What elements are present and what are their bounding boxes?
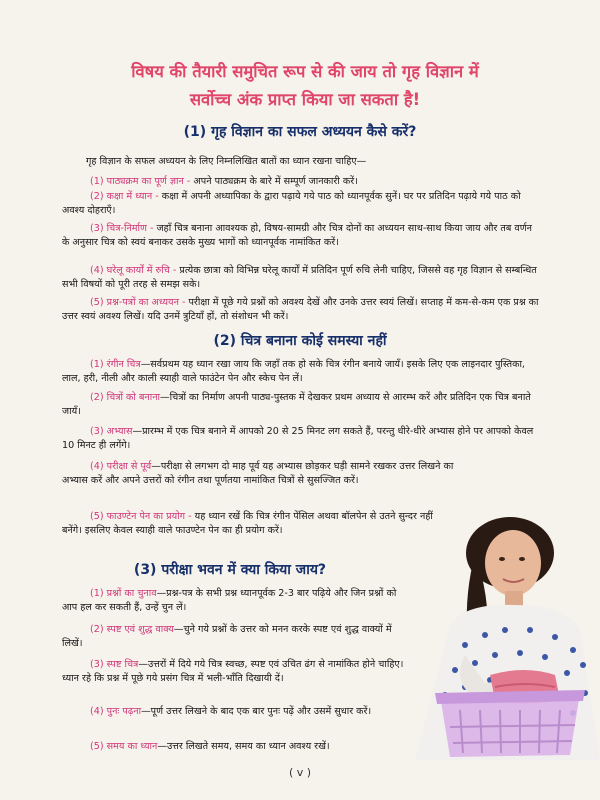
item-text: —सर्वप्रथम यह ध्यान रखा जाय कि जहाँ तक हो सके चित्र रंगीन बनाये जायँ। इसके लिए एक लाइनदार पुस्तिका, लाल, हरी, नीली और काली स्याही वाले फाउंटेन पेन और स्केच पेन लें। bbox=[62, 359, 525, 384]
list-item bbox=[62, 425, 542, 452]
list-item bbox=[62, 190, 542, 217]
section-3-heading: (3) परीक्षा भवन में क्या किया जाय? bbox=[133, 562, 327, 578]
list-item bbox=[62, 391, 542, 418]
list-item bbox=[62, 623, 407, 650]
list-item bbox=[62, 460, 472, 487]
item-key: (5) समय का ध्यान bbox=[90, 741, 158, 752]
item-text: प्रत्येक छात्रा को विभिन्न घरेलू कार्यों में प्रतिदिन पूर्ण रुचि लेनी चाहिए, जिससे वह गृह विज्ञान से सम्बन्धित सभी विषयों को पूरी तरह से समझ सके। bbox=[62, 265, 537, 290]
title-line-2: सर्वोच्च अंक प्राप्त किया जा सकता है! bbox=[189, 90, 421, 109]
item-key: (2) चित्रों को बनाना bbox=[90, 392, 161, 403]
list-item bbox=[62, 222, 542, 249]
item-key: (5) फाउण्टेन पेन का प्रयोग - bbox=[90, 511, 192, 522]
item-key: (1) प्रश्नों का चुनाव bbox=[90, 588, 157, 599]
item-text: —उत्तरों में दिये गये चित्र स्वच्छ, स्पष्ट एवं उचित ढंग से नामांकित होने चाहिए। ध्यान रहे कि प्रश्न में पूछे गये प्रसंग चित्र में भली-भाँति दिखायी दें। bbox=[62, 659, 404, 684]
section-2-heading: (2) चित्र बनाना कोई समस्या नहीं bbox=[213, 333, 387, 349]
list-item bbox=[90, 175, 530, 189]
item-text: जहाँ चित्र बनाना आवश्यक हो, विषय-सामग्री और चित्र दोनों का अध्ययन साथ-साथ किया जाय और तब वर्णन के अनुसार चित्र को स्वयं बनाकर उसके मुख्य भागों को ध्यानपूर्वक नामांकित करें। bbox=[62, 223, 532, 248]
item-key: (1) पाठ्यक्रम का पूर्ण ज्ञान - bbox=[90, 176, 191, 187]
woman-with-laundry-basket-photo bbox=[395, 515, 600, 760]
item-text: —प्रश्न-पत्र के सभी प्रश्न ध्यानपूर्वक 2-3 बार पढ़िये और जिन प्रश्नों को आप हल कर सकती हैं, उन्हें चुन लें। bbox=[62, 588, 397, 613]
item-text: अपने पाठ्यक्रम के बारे में सम्पूर्ण जानकारी करें। bbox=[190, 176, 358, 187]
item-text: परीक्षा में पूछे गये प्रश्नों को अवश्य देखें और उनके उत्तर स्वयं लिखें। सप्ताह में कम-से-कम एक प्रश्न का उत्तर स्वयं अवश्य लिखें। यदि उनमें त्रुटियाँ हों, तो संशोधन भी करें। bbox=[62, 297, 539, 322]
item-key: (2) कक्षा में ध्यान - bbox=[90, 191, 159, 202]
item-text: —चित्रों का निर्माण अपनी पाठ्य-पुस्तक में देखकर प्रथम अध्याय से आरम्भ करें और प्रतिदिन एक चित्र बनाते जायँ। bbox=[62, 392, 531, 417]
list-item bbox=[62, 264, 542, 291]
page-number: ( v ) bbox=[288, 766, 312, 779]
list-item bbox=[62, 705, 407, 719]
list-item bbox=[62, 358, 542, 385]
item-key: (5) प्रश्न-पत्रों का अध्ययन - bbox=[90, 297, 186, 308]
item-key: (3) चित्र-निर्माण - bbox=[90, 223, 154, 234]
item-key: (3) स्पष्ट चित्र bbox=[90, 659, 139, 670]
item-text: यह ध्यान रखें कि चित्र रंगीन पेंसिल अथवा बॉलपेन से उतने सुन्दर नहीं बनेंगे। इसलिए केवल स्याही वाले फाउण्टेन पेन का ही प्रयोग करें। bbox=[62, 511, 433, 536]
title-line-1: विषय की तैयारी समुचित रूप से की जाय तो गृह विज्ञान में bbox=[131, 62, 479, 81]
item-key: (4) परीक्षा से पूर्व bbox=[90, 461, 152, 472]
list-item bbox=[62, 296, 542, 323]
list-item bbox=[62, 510, 452, 537]
page-title bbox=[70, 58, 540, 114]
list-item bbox=[62, 587, 407, 614]
item-text: —पूर्ण उत्तर लिखने के बाद एक बार पुनः पढ़ें और उसमें सुधार करें। bbox=[141, 706, 372, 717]
section-1-intro: गृह विज्ञान के सफल अध्ययन के लिए निम्नलिखित बातों का ध्यान रखना चाहिए— bbox=[86, 156, 367, 167]
item-key: (4) पुनः पढ़ना bbox=[90, 706, 142, 717]
section-1-heading: (1) गृह विज्ञान का सफल अध्ययन कैसे करें? bbox=[183, 124, 417, 140]
item-text: —प्रारम्भ में एक चित्र बनाने में आपको 20 से 25 मिनट लग सकते हैं, परन्तु धीरे-धीरे अभ्यास होने पर आपको केवल 10 मिनट ही लगेंगे। bbox=[62, 426, 534, 451]
item-text: —चुने गये प्रश्नों के उत्तर को मनन करके स्पष्ट एवं शुद्ध वाक्यों में लिखें। bbox=[62, 624, 392, 649]
item-key: (2) स्पष्ट एवं शुद्ध वाक्य bbox=[90, 624, 174, 635]
item-key: (1) रंगीन चित्र bbox=[90, 359, 141, 370]
item-key: (4) घरेलू कार्यों में रुचि - bbox=[90, 265, 177, 276]
list-item bbox=[62, 740, 407, 754]
item-key: (3) अभ्यास bbox=[90, 426, 133, 437]
item-text: —उत्तर लिखते समय, समय का ध्यान अवश्य रखें। bbox=[157, 741, 330, 752]
item-text: —परीक्षा से लगभग दो माह पूर्व यह अभ्यास छोड़कर घड़ी सामने रखकर उत्तर लिखने का अभ्यास करें और अपने उत्तरों को रंगीन तथा पूर्णतया नामांकित चित्रों से सुसज्जित करें। bbox=[62, 461, 454, 486]
item-text: कक्षा में अपनी अध्यापिका के द्वारा पढ़ाये गये पाठ को ध्यानपूर्वक सुनें। घर पर प्रतिदिन पढ़ाये गये पाठ को अवश्य दोहराएँ। bbox=[62, 191, 521, 216]
list-item bbox=[62, 658, 407, 685]
